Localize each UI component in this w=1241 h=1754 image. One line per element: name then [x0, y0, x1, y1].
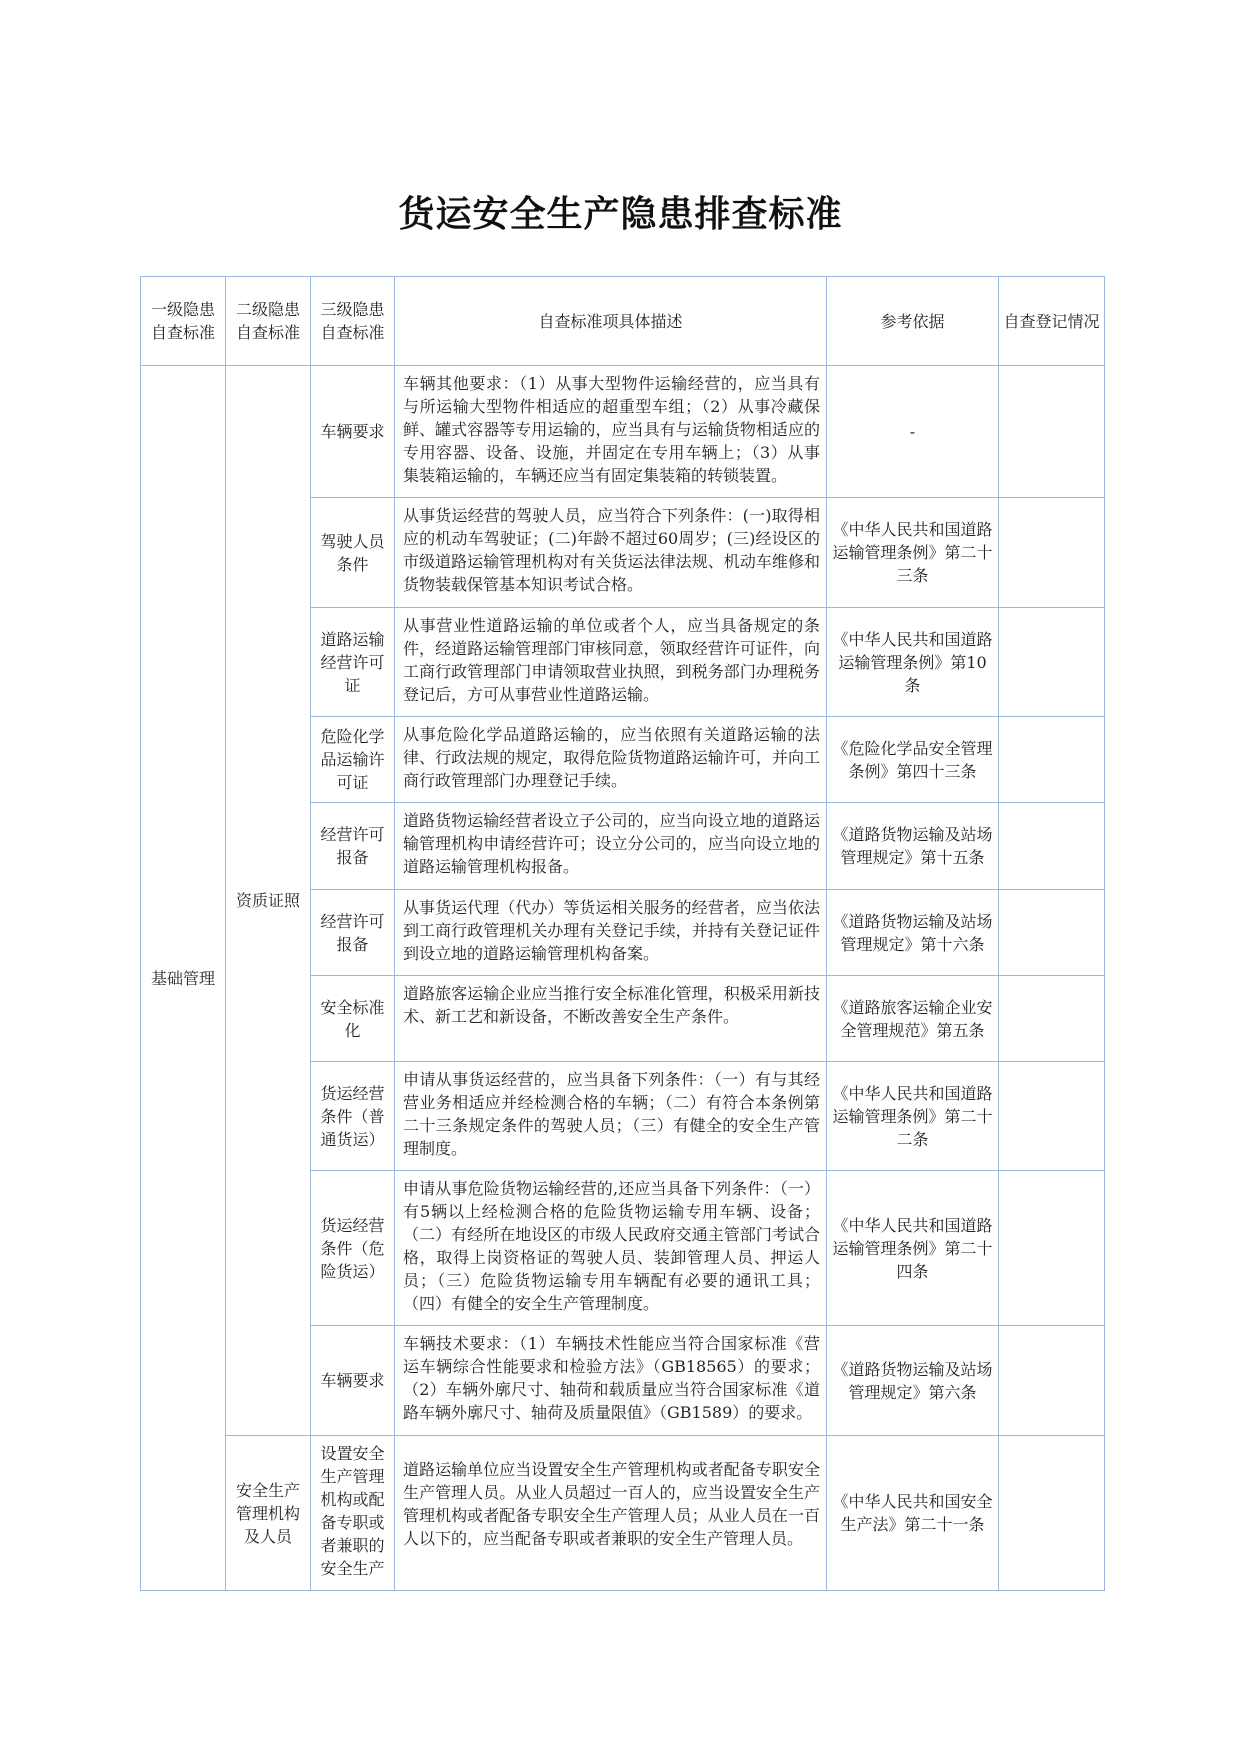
level2-cell-qualification: 资质证照 — [226, 366, 311, 1436]
description-cell: 申请从事货运经营的，应当具备下列条件：（一）有与其经营业务相适应并经检测合格的车辆；（二）有符合本条例第二十三条规定条件的驾驶人员；（三）有健全的安全生产管理制度。 — [395, 1062, 827, 1171]
header-level3: 三级隐患自查标准 — [311, 277, 395, 366]
description-cell: 道路旅客运输企业应当推行安全标准化管理，积极采用新技术、新工艺和新设备，不断改善安全生产条件。 — [395, 976, 827, 1062]
description-cell: 车辆其他要求：（1）从事大型物件运输经营的，应当具有与所运输大型物件相适应的超重型车组；（2）从事冷藏保鲜、罐式容器等专用运输的，应当具有与运输货物相适应的专用容器、设备、设施，并固定在专用车辆上；（3）从事集装箱运输的，车辆还应当有固定集装箱的转锁装置。 — [395, 366, 827, 498]
reference-cell: 《中华人民共和国道路运输管理条例》第二十二条 — [827, 1062, 999, 1171]
record-cell[interactable] — [999, 1171, 1105, 1326]
record-cell[interactable] — [999, 1436, 1105, 1591]
item-cell: 车辆要求 — [311, 366, 395, 498]
header-description: 自查标准项具体描述 — [395, 277, 827, 366]
reference-cell: 《道路货物运输及站场管理规定》第十六条 — [827, 890, 999, 976]
level1-cell: 基础管理 — [141, 366, 226, 1591]
description-cell: 道路货物运输经营者设立子公司的，应当向设立地的道路运输管理机构申请经营许可；设立分公司的，应当向设立地的道路运输管理机构报备。 — [395, 803, 827, 890]
level2-cell-safety-staff: 安全生产管理机构及人员 — [226, 1436, 311, 1591]
item-cell: 经营许可报备 — [311, 890, 395, 976]
reference-cell: 《危险化学品安全管理条例》第四十三条 — [827, 717, 999, 803]
reference-cell: - — [827, 366, 999, 498]
item-cell: 货运经营条件（危险货运） — [311, 1171, 395, 1326]
record-cell[interactable] — [999, 1326, 1105, 1436]
header-level2: 二级隐患自查标准 — [226, 277, 311, 366]
header-row — [141, 277, 1105, 366]
reference-cell: 《道路旅客运输企业安全管理规范》第五条 — [827, 976, 999, 1062]
description-cell: 从事货运代理（代办）等货运相关服务的经营者，应当依法到工商行政管理机关办理有关登记手续，并持有关登记证件到设立地的道路运输管理机构备案。 — [395, 890, 827, 976]
description-cell: 从事危险化学品道路运输的，应当依照有关道路运输的法律、行政法规的规定，取得危险货物道路运输许可，并向工商行政管理部门办理登记手续。 — [395, 717, 827, 803]
record-cell[interactable] — [999, 717, 1105, 803]
description-cell: 道路运输单位应当设置安全生产管理机构或者配备专职安全生产管理人员。从业人员超过一百人的，应当设置安全生产管理机构或者配备专职安全生产管理人员；从业人员在一百人以下的，应当配备专职或者兼职的安全生产管理人员。 — [395, 1436, 827, 1591]
item-cell: 危险化学品运输许可证 — [311, 717, 395, 803]
item-cell: 车辆要求 — [311, 1326, 395, 1436]
record-cell[interactable] — [999, 498, 1105, 608]
item-cell: 设置安全生产管理机构或配备专职或者兼职的安全生产 — [311, 1436, 395, 1591]
record-cell[interactable] — [999, 976, 1105, 1062]
reference-cell: 《中华人民共和国安全生产法》第二十一条 — [827, 1436, 999, 1591]
record-cell[interactable] — [999, 1062, 1105, 1171]
table-row — [141, 366, 1105, 498]
description-cell: 车辆技术要求：（1）车辆技术性能应当符合国家标准《营运车辆综合性能要求和检验方法》（GB18565）的要求；（2）车辆外廓尺寸、轴荷和载质量应当符合国家标准《道路车辆外廓尺寸、轴荷及质量限值》（GB1589）的要求。 — [395, 1326, 827, 1436]
reference-cell: 《道路货物运输及站场管理规定》第六条 — [827, 1326, 999, 1436]
description-cell: 申请从事危险货物运输经营的,还应当具备下列条件：（一）有5辆以上经检测合格的危险货物运输专用车辆、设备；（二）有经所在地设区的市级人民政府交通主管部门考试合格，取得上岗资格证的驾驶人员、装卸管理人员、押运人员；（三）危险货物运输专用车辆配有必要的通讯工具；（四）有健全的安全生产管理制度。 — [395, 1171, 827, 1326]
record-cell[interactable] — [999, 803, 1105, 890]
header-record: 自查登记情况 — [999, 277, 1105, 366]
description-cell: 从事营业性道路运输的单位或者个人，应当具备规定的条件，经道路运输管理部门审核同意，领取经营许可证件，向工商行政管理部门申请领取营业执照，到税务部门办理税务登记后，方可从事营业性道路运输。 — [395, 608, 827, 717]
reference-cell: 《中华人民共和国道路运输管理条例》第10条 — [827, 608, 999, 717]
reference-cell: 《道路货物运输及站场管理规定》第十五条 — [827, 803, 999, 890]
header-reference: 参考依据 — [827, 277, 999, 366]
header-level1: 一级隐患自查标准 — [141, 277, 226, 366]
item-cell: 经营许可报备 — [311, 803, 395, 890]
checklist-table — [140, 276, 1105, 1591]
record-cell[interactable] — [999, 366, 1105, 498]
item-cell: 货运经营条件（普通货运） — [311, 1062, 395, 1171]
item-cell: 道路运输经营许可证 — [311, 608, 395, 717]
reference-cell: 《中华人民共和国道路运输管理条例》第二十三条 — [827, 498, 999, 608]
description-cell: 从事货运经营的驾驶人员，应当符合下列条件：(一)取得相应的机动车驾驶证；(二)年龄不超过60周岁；(三)经设区的市级道路运输管理机构对有关货运法律法规、机动车维修和货物装载保管基本知识考试合格。 — [395, 498, 827, 608]
reference-cell: 《中华人民共和国道路运输管理条例》第二十四条 — [827, 1171, 999, 1326]
record-cell[interactable] — [999, 608, 1105, 717]
table-row — [141, 1436, 1105, 1591]
record-cell[interactable] — [999, 890, 1105, 976]
item-cell: 安全标准化 — [311, 976, 395, 1062]
item-cell: 驾驶人员条件 — [311, 498, 395, 608]
page-title: 货运安全生产隐患排查标准 — [398, 193, 843, 235]
